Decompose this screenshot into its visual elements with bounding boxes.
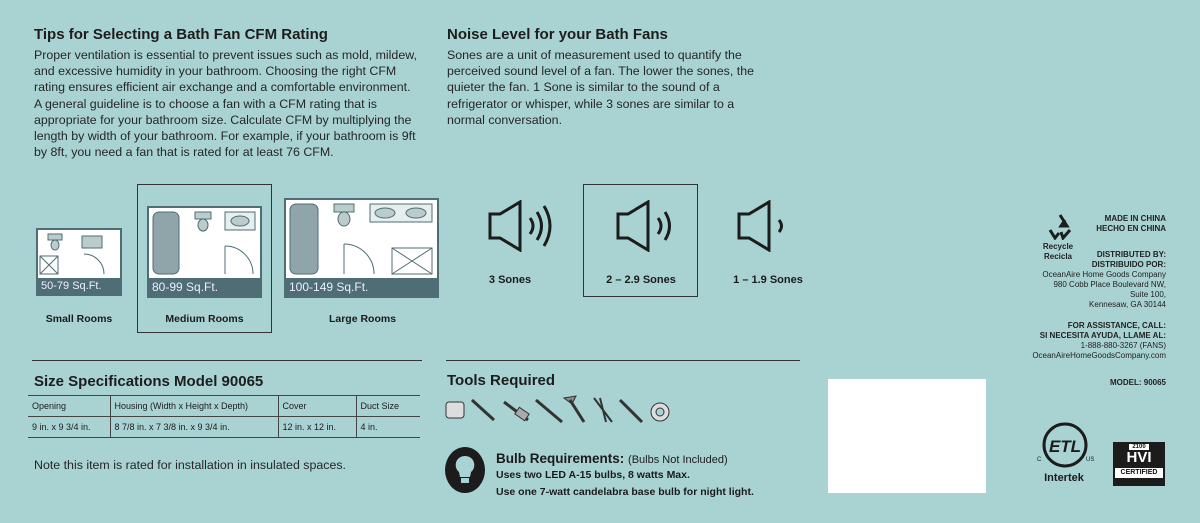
hvi-badge bbox=[1113, 442, 1165, 486]
address-line: Suite 100, bbox=[1129, 290, 1166, 299]
bulb-line: Uses two LED A-15 bulbs, 8 watts Max. bbox=[496, 469, 690, 481]
hvi-certified: CERTIFIED bbox=[1115, 468, 1163, 478]
bulb-title: Bulb Requirements: bbox=[496, 451, 625, 466]
speaker-medium-icon bbox=[614, 200, 678, 252]
address-line: 980 Cobb Place Boulevard NW, bbox=[1053, 280, 1166, 289]
dist-en: DISTRIBUTED BY: bbox=[1096, 250, 1166, 259]
model-number: MODEL: 90065 bbox=[1109, 378, 1166, 387]
speaker-loud-icon bbox=[486, 200, 556, 252]
recycle-icon bbox=[1045, 212, 1075, 240]
size-spec-table bbox=[28, 395, 420, 438]
install-note: Note this item is rated for installation in insulated spaces. bbox=[34, 458, 346, 472]
room-size: 80-99 Sq.Ft. bbox=[149, 278, 260, 296]
table-header: Cover bbox=[278, 396, 356, 417]
room-label: Medium Rooms bbox=[165, 313, 244, 325]
recycle-en: Recycle bbox=[1042, 242, 1074, 251]
help-es: SI NECESITA AYUDA, LLAME AL: bbox=[1039, 331, 1166, 340]
room-large bbox=[284, 198, 439, 298]
divider bbox=[446, 360, 800, 361]
bulb-icon bbox=[445, 447, 485, 493]
tools-icon bbox=[444, 392, 676, 428]
hvi-text: HVI bbox=[1126, 449, 1152, 466]
recycle-es: Recicla bbox=[1043, 252, 1073, 261]
bulb-subtitle: (Bulbs Not Included) bbox=[628, 454, 728, 466]
svg-text:ETL: ETL bbox=[1048, 437, 1082, 456]
address-line: Kennesaw, GA 30144 bbox=[1089, 300, 1166, 309]
noise-title: Noise Level for your Bath Fans bbox=[447, 26, 668, 43]
room-size: 50-79 Sq.Ft. bbox=[38, 278, 120, 294]
table-cell: 8 7/8 in. x 7 3/8 in. x 9 3/4 in. bbox=[110, 417, 278, 438]
blank-label-area bbox=[828, 379, 986, 493]
room-label: Small Rooms bbox=[45, 313, 113, 325]
bulb-title-row bbox=[496, 451, 728, 466]
tips-body: Proper ventilation is essential to prevent issues such as mold, mildew, and excessive humidity in your bathroom. Choosing the right CFM rating ensures efficient air exchange and a comfortable environment. A general guideline is to choose a fan with a CFM rating that is appropriate for your bathroom size. Calculate CFM by multiplying the length by width of your bathroom. For example, if your bathroom is 9ft by 8ft, you need a fan that is rated for at least 76 CFM. bbox=[34, 48, 417, 160]
room-small bbox=[36, 228, 122, 296]
size-spec-title: Size Specifications Model 90065 bbox=[34, 373, 264, 390]
tools-title: Tools Required bbox=[447, 372, 556, 389]
assistance bbox=[1000, 321, 1166, 361]
table-header: Housing (Width x Height x Depth) bbox=[110, 396, 278, 417]
website: OceanAireHomeGoodsCompany.com bbox=[1032, 351, 1166, 360]
room-label: Large Rooms bbox=[328, 313, 397, 325]
table-header: Duct Size bbox=[356, 396, 420, 417]
table-cell: 12 in. x 12 in. bbox=[278, 417, 356, 438]
noise-body: Sones are a unit of measurement used to quantify the perceived sound level of a fan. The lower the sones, the quieter the fan. 1 Sone is similar to the sound of a refrigerator or whisper, while 3 sones are similar to a normal conversation. bbox=[447, 48, 754, 127]
room-medium bbox=[147, 206, 262, 298]
dist-es: DISTRIBUIDO POR: bbox=[1091, 260, 1166, 269]
made-es: HECHO EN CHINA bbox=[1096, 224, 1166, 233]
intertek-label: Intertek bbox=[1044, 472, 1084, 484]
hvi-number: 2100 bbox=[1129, 444, 1149, 450]
etl-logo-icon bbox=[1034, 421, 1096, 471]
distributor bbox=[1000, 250, 1166, 310]
table-cell: 9 in. x 9 3/4 in. bbox=[28, 417, 110, 438]
company-name: OceanAire Home Goods Company bbox=[1042, 270, 1166, 279]
made-in bbox=[1080, 214, 1166, 234]
bulb-line: Use one 7-watt candelabra base bulb for night light. bbox=[496, 486, 754, 498]
tips-title: Tips for Selecting a Bath Fan CFM Rating bbox=[34, 26, 328, 43]
svg-text:US: US bbox=[1086, 457, 1095, 463]
svg-text:C: C bbox=[1037, 457, 1042, 463]
help-en: FOR ASSISTANCE, CALL: bbox=[1067, 321, 1166, 330]
table-cell: 4 in. bbox=[356, 417, 420, 438]
divider bbox=[32, 360, 422, 361]
table-header: Opening bbox=[28, 396, 110, 417]
sone-label: 3 Sones bbox=[488, 274, 532, 286]
sone-label: 1 – 1.9 Sones bbox=[733, 274, 803, 286]
made-en: MADE IN CHINA bbox=[1104, 214, 1166, 223]
room-size: 100-149 Sq.Ft. bbox=[286, 278, 437, 296]
sone-label: 2 – 2.9 Sones bbox=[606, 274, 676, 286]
speaker-quiet-icon bbox=[735, 200, 791, 252]
phone-number: 1-888-880-3267 (FANS) bbox=[1080, 341, 1166, 350]
